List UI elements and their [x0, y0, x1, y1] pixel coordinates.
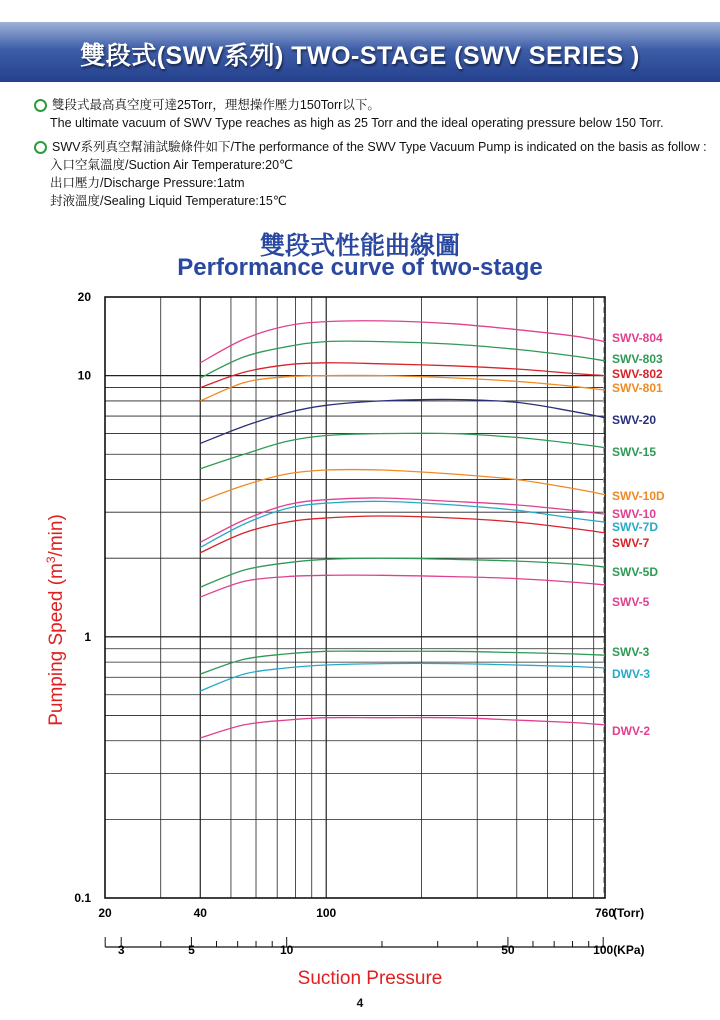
series-line-swv-15	[200, 433, 605, 469]
x-unit-torr: (Torr)	[613, 906, 645, 920]
condition-sealing-temp: 封液溫度/Sealing Liquid Temperature:15℃	[50, 194, 287, 208]
page-title: 雙段式(SWV系列) TWO-STAGE (SWV SERIES )	[80, 42, 640, 70]
condition-suction-temp: 入口空氣溫度/Suction Air Temperature:20℃	[50, 158, 294, 172]
x-tick-label-kpa: 5	[188, 943, 195, 957]
legend-label-dwv-3: DWV-3	[612, 667, 651, 681]
plot-frame	[105, 297, 605, 898]
legend-label-dwv-2: DWV-2	[612, 724, 651, 738]
x-axis-title: Suction Pressure	[297, 968, 443, 989]
y-axis-title: Pumping Speed $(m^3/\min)$	[44, 514, 67, 726]
legend-label-swv-3: SWV-3	[612, 645, 650, 659]
legend-label-swv-10d: SWV-10D	[612, 489, 665, 503]
chart-title: 雙段式性能曲線圖	[259, 232, 460, 260]
series-line-swv-7	[200, 516, 605, 553]
x-tick-label-torr: 760	[594, 906, 616, 920]
series-line-swv-5d	[200, 558, 605, 587]
x-tick-label-kpa: 10	[280, 943, 294, 957]
x-tick-label-torr: 40	[193, 906, 207, 920]
bullet1-en: The ultimate vacuum of SWV Type reaches as high as 25 Torr and the ideal operating pressure below 150 Torr.	[50, 116, 664, 130]
series-line-swv-10d	[200, 470, 605, 502]
legend-label-swv-5: SWV-5	[612, 595, 650, 609]
series-line-swv-803	[200, 341, 605, 378]
legend-label-swv-802: SWV-802	[612, 367, 663, 381]
legend-label-swv-804: SWV-804	[612, 331, 663, 345]
legend-label-swv-10: SWV-10	[612, 507, 657, 521]
legend-label-swv-801: SWV-801	[612, 381, 663, 395]
series-line-swv-5	[200, 575, 605, 597]
legend-label-swv-7d: SWV-7D	[612, 520, 659, 534]
y-tick-label: 0.1	[74, 891, 91, 905]
x-tick-label-kpa: 3	[117, 943, 125, 957]
x-unit-kpa: (KPa)	[613, 943, 645, 957]
series-line-swv-801	[200, 375, 605, 401]
x-tick-label-torr: 20	[98, 906, 112, 920]
chart-subtitle: Performance curve of two-stage	[177, 254, 543, 281]
legend-label-swv-7: SWV-7	[612, 536, 650, 550]
bullet1-zh: 雙段式最高真空度可達25Torr，理想操作壓力150Torr以下。	[52, 98, 380, 112]
y-tick-label: 20	[77, 290, 91, 304]
series-line-dwv-2	[200, 718, 605, 738]
y-tick-label: 1	[84, 629, 91, 644]
x-tick-label-torr: 100	[316, 906, 337, 920]
series-line-swv-10	[200, 498, 605, 542]
condition-discharge-pressure: 出口壓力/Discharge Pressure:1atm	[50, 176, 245, 190]
x-tick-label-kpa: 50	[501, 943, 515, 957]
legend-label-swv-803: SWV-803	[612, 352, 663, 366]
page-number: 4	[356, 996, 364, 1010]
legend-label-swv-15: SWV-15	[612, 445, 657, 459]
series-line-swv-20	[200, 399, 605, 443]
bullet2-text: SWV系列真空幫浦試驗條件如下/The performance of the SWV Type Vacuum Pump is indicated on the basis as follow :	[52, 140, 707, 154]
legend-label-swv-20: SWV-20	[612, 413, 657, 427]
legend-label-swv-5d: SWV-5D	[612, 565, 659, 579]
y-tick-label: 10	[77, 368, 91, 383]
x-tick-label-kpa: 100	[593, 943, 614, 957]
